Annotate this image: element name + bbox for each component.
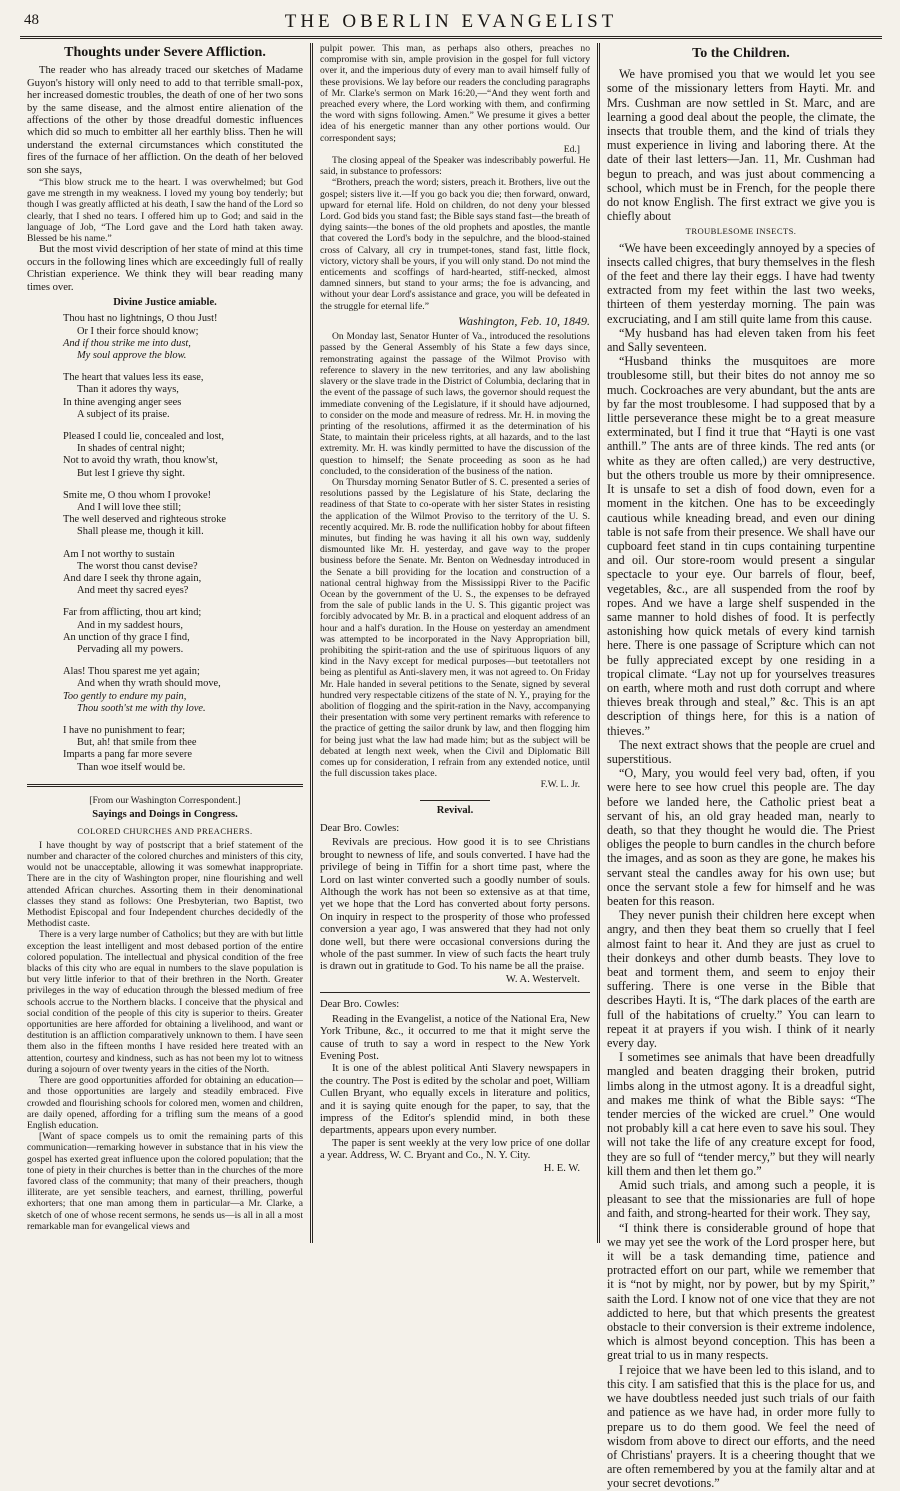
paragraph: There is a very large number of Catholics; but they are with but little exception the least intelligent and most debased portion of the entire colored population. The intellectual and physical condition of the free blacks of this city who are equal in numbers to the slave population is but very little inferior to that of their brethren in the North. Greater privileges in the way of education through the blessed medium of free schools accrue to the Northern blacks. I conceive that the physical and social condition of the people of this city is superior to theirs. Greater opportunities are here afforded for obtaining a livelihood, and want or destitution is an affliction comparatively unknown to them. I have seen them also in the fifteen months I have resided here treated with an attention, courtesy and kindness, such as has not been my lot to witness during a sojourn of over twenty years in the cities of the North. — [27, 929, 303, 1075]
paragraph: “We have been exceedingly annoyed by a species of insects called chigres, that bury themselves in the flesh of the feet and there lay their eggs. I have had twenty extracted from my feet within the last two weeks, thirteen of them yesterday morning. The pain was excruciating, and I am still quite lame from this cause. — [607, 240, 875, 326]
poem-line: Pleased I could lie, concealed and lost, — [63, 430, 224, 442]
poem-line: But lest I grieve thy sight. — [77, 467, 185, 479]
quote-paragraph: “This blow struck me to the heart. I was overwhelmed; but God gave me strength in my weakness. I loved my young boy tenderly; but though I was greatly afflicted at his death, I saw the hand of the Lord so clearly, that I shed no tears. I offered him up to God; and said in the language of Job, “The Lord gave and the Lord hath taken away. Blessed be his name.” — [27, 177, 303, 245]
column-left — [20, 43, 310, 1243]
article-title-children: To the Children. — [692, 46, 790, 61]
paragraph: “My husband has had eleven taken from his feet and Sally seventeen. — [607, 325, 875, 355]
paragraph: Amid such trials, and among such a people, it is pleasant to see that the missionaries are full of hope and faith, and strong-hearted for their work. They say, — [607, 1178, 875, 1221]
column-right — [600, 43, 882, 1491]
columns — [20, 43, 882, 1491]
paragraph: I have thought by way of postscript that a brief statement of the number and character of the colored churches and ministers of this city, would not be unacceptable, allowing it was somewhat inappropriate. There are in the city of Washington proper, nine flourishing and well attended African churches. Assorting them in their denominational classes they stand as follows: One Presbyterian, two Baptist, two Methodist Episcopal and four Independent churches decidedly of the Methodist caste. — [27, 839, 303, 930]
poem-stanza — [63, 490, 303, 539]
divider — [320, 992, 590, 993]
salutation: Dear Bro. Cowles: — [320, 999, 400, 1011]
paragraph: I rejoice that we have been led to this island, and to this city. I am satisfied that this is the place for us, and we have doubtless needed just such trials of our faith and patience as we have had, in order more fully to prepare us to do them good. We feel the need of wisdom from above to direct our efforts, and the need of Christians' prayers. It is a cheering thought that we are often remembered by you at the family altar and at your secret devotions.” — [607, 1362, 875, 1491]
editor-mark: Ed.] — [563, 143, 580, 155]
poem-line: Thou hast no lightnings, O thou Just! — [63, 313, 218, 325]
divider — [27, 784, 303, 787]
paragraph: [Want of space compels us to omit the remaining parts of this communication—remarking however in substance that in his view the gospel has exerted great influence upon the colored population; that the tone of piety in their churches is better than in the churches of the more favored class of the community; that many of their preachers, though illiterate, are yet sensible teachers, and earnest, thrilling, powerful exhorters; that one man among them in particular—a Mr. Clarke, a sketch of one of whose recent sermons, he sends us—is all in all a most remarkable man for evangelical views and — [27, 1131, 303, 1232]
poem-line: The heart that values less its ease, — [63, 372, 204, 384]
poem-line: Not to avoid thy wrath, thou know'st, — [63, 455, 218, 467]
poem-line: Too gently to endure my pain, — [63, 690, 187, 702]
poem-line: Than woe itself would be. — [77, 761, 186, 773]
poem-line: In thine avenging anger sees — [63, 396, 182, 408]
poem-line: Shall please me, though it kill. — [77, 526, 204, 538]
masthead — [20, 6, 882, 39]
poem-line: Am I not worthy to sustain — [63, 548, 175, 560]
poem-line: But, ah! that smile from thee — [77, 737, 197, 749]
poem-line: And I will love thee still; — [77, 501, 182, 513]
dateline: Washington, Feb. 10, 1849. — [458, 313, 590, 328]
section-subtitle: TROUBLESOME INSECTS. — [685, 226, 797, 237]
poem-line: And dare I seek thy throne again, — [63, 572, 202, 584]
paragraph: They never punish their children here except when angry, and then they beat them so cruelly that I feel almost faint to hear it. And they are just as cruel to their donkeys and other dumb beasts. They love to beat and torment them, and seem to enjoy their suffering. There is one verse in the Bible that describes Hayti. It is, “The dark places of the earth are full of the habitations of cruelty.” You can learn to repeat it at prayers if you wish. I think of it nearly every day. — [607, 908, 875, 1051]
paragraph: pulpit power. This man, as perhaps also others, preaches no compromise with sin, ample provision in the gospel for full victory over it, and the imperious duty of every man to avail himself fully of these provisions. We lay before our readers the concluding paragraphs of Mr. Clarke's sermon on Mark 16:20,—“And they went forth and preached every where, the Lord working with them, and confirming the word with signs following. Amen.” We presume it gives a better idea of his energetic manner than any other portions would. Our correspondent says; — [320, 43, 590, 144]
paragraph: The paper is sent weekly at the very low price of one dollar a year. Address, W. C. Bryant and Co., N. Y. City. — [320, 1137, 590, 1162]
poem-stanza — [63, 725, 303, 774]
poem-line: Pervading all my powers. — [77, 643, 184, 655]
poem-line: And if thou strike me into dust, — [63, 337, 191, 349]
signature: H. E. W. — [543, 1162, 580, 1174]
poem-line: And in my saddest hours, — [77, 619, 183, 631]
poem-stanza — [63, 666, 303, 715]
paragraph: “I think there is considerable ground of hope that we may yet see the work of the Lord prosper here, but it will be a task demanding time, patience and protracted effort on our part, while we remember that it is “not by might, nor by power, but by my Spirit,” saith the Lord. I know not of one vice that they are not addicted to here, but that which presents the greatest obstacle to their conversion is their extreme indolence, which is almost beyond conception. This has been a great trial to us in many respects. — [607, 1220, 875, 1363]
poem-line: Than it adores thy ways, — [77, 384, 179, 396]
paragraph: There are good opportunities afforded for obtaining an education—and those opportunities are largely and steadily embraced. Five crowded and flourishing schools for colored men, women and children, are daily opened, affording for a trifling sum the means of a good English education. — [27, 1075, 303, 1131]
poem-line: My soul approve the blow. — [77, 349, 187, 361]
quote-paragraph: “Brothers, preach the word; sisters, preach it. Brothers, live out the gospel; sisters live it.—If you go back you die; then forward, onward, upward for eternal life. Hold on children, do not deny your blessed Lord. God bids you stand fast; the Bible says stand fast—the breath of dying saints—the bones of the old prophets and apostles, the mantle that covered the Lord's body in the sepulchre, and the blood-stained cross of Calvary, all cry in trumpet-tones, stand fast, little flock, victory, victory shall be yours, if you will only stand. Do not mind the enticements and scoffings of hard-hearted, stiff-necked, almost damned sinners, but stand to your arms; the foe is advancing, and without your dear Lord's assistance and grace, you will be defeated in the struggle for eternal life.” — [320, 177, 590, 312]
paragraph: On Monday last, Senator Hunter of Va., introduced the resolutions passed by the General Assembly of his State a few days since, remonstrating against the passage of the Wilmot Proviso with reference to slavery in the new territories, and any law abolishing slavery or the slave trade in the District of Columbia, declaring that in the event of the passage of such laws, the governor should request the immediate convening of the Legislature, if it should have adjourned, to consider on the mode and measure of redress. Mr. H. in moving the printing of the resolutions, affirmed it as the determination of his State, to maintain their priceless rights, at all hazards, and to the last extremity. Mr. H. was kindly permitted to have the discussion of the question to himself; the Senate proceeding as soon as he had concluded, to the consideration of the business of the nation. — [320, 331, 590, 477]
poem-stanza — [63, 431, 303, 480]
article-title-affliction: Thoughts under Severe Affliction. — [64, 45, 266, 60]
poem-line: In shades of central night; — [77, 443, 185, 455]
poem-line: Or I their force should know; — [77, 325, 199, 337]
paragraph: Revivals are precious. How good it is to see Christians brought to newness of life, and souls converted. I have had the privilege of being in Tiffin for a short time past, where the Lord on last winter converted such a goodly number of souls. Although the work has not been so extensive as at that time, yet we hope that the Lord has converted about forty persons. On inquiry in respect to the prosperity of those who professed conversion a year ago, I was answered that they had not only done well, but there were occasional conversions during the whole of the past summer. In view of such facts the heart truly is drawn out in gratitude to God. To his name be all the praise. — [320, 837, 590, 973]
poem-line: A subject of its praise. — [77, 408, 170, 420]
poem-line: An unction of thy grace I find, — [63, 631, 190, 643]
article-title-revival: Revival. — [436, 804, 474, 816]
poem-line: I have no punishment to fear; — [63, 725, 186, 736]
salutation: Dear Bro. Cowles: — [320, 823, 400, 835]
paragraph: It is one of the ablest political Anti Slavery newspapers in the country. The Post is edited by the scholar and poet, William Cullen Bryant, who equally excels in literature and politics, and it is saying quite enough for the paper, to say, that the impress of the Editor's splendid mind, in both these departments, appears upon every number. — [320, 1063, 590, 1137]
poem — [63, 313, 303, 774]
signature: W. A. Westervelt. — [505, 973, 580, 985]
paragraph: “Husband thinks the musquitoes are more troublesome still, but their bites do not annoy me so much. Cockroaches are very abundant, but the ants are by far the most troublesome. I had supposed that by a little perseverance these might be to a great measure exterminated, but I find it true that “Hayti is one vast anthill.” The ants are of three kinds. The red ants (or white as they are often called,) are very destructive, but the others trouble us more by their omnipresence. It is unsafe to set a dish of food down, even for a moment in the kitchen. One has to be exceedingly cautious while kneading bread, and even our dining table is not safe from their presence. We shall have our cupboard feet stand in tin cups containing turpentine and oil. Our store-room would present a singular spectacle to your eye. Our barrels of flour, beef, vegetables, &c., are all suspended from the roof by ropes. And we have a large shelf suspended in the same manner to hold dishes of food. It is perfectly astonishing how quick metals of every kind tarnish here. There is one passage of Scripture which can not be fully appreciated except by one residing in a tropical climate. “Lay not up for yourselves treasures on earth, where moth and rust doth corrupt and where thieves break through and steal,” &c. This is an apt description of things here, for this is a nation of thieves.” — [607, 354, 875, 738]
poem-line: Alas! Thou sparest me yet again; — [63, 666, 200, 678]
poem-line: And when thy wrath should move, — [77, 678, 221, 690]
newspaper-title: THE OBERLIN EVANGELIST — [284, 11, 618, 32]
signature: F.W. L. Jr. — [540, 779, 580, 791]
poem-line: The well deserved and righteous stroke — [63, 514, 227, 526]
paragraph: I sometimes see animals that have been dreadfully mangled and beaten dragging their broken, putrid limbs along in the utmost agony. It is a dreadful sight, and makes me think of what the Bible says: “The tender mercies of the wicked are cruel.” One would not probably kill a cat here even to save his soul. They will not take the life of any creature except for food, they are so full of “tender mercy,” but they will nearly kill them and then let them go.” — [607, 1050, 875, 1178]
ornament-rule — [420, 800, 490, 801]
paragraph: The closing appeal of the Speaker was indescribably powerful. He said, in substance to professors: — [320, 155, 590, 178]
poem-line: Smite me, O thou whom I provoke! — [63, 489, 212, 501]
paragraph: But the most vivid description of her state of mind at this time occurs in the following lines which are exceedingly full of really Christian experience. We think they will bear reading many times over. — [27, 244, 303, 293]
poem-title: Divine Justice amiable. — [113, 296, 217, 308]
article-subtitle: COLORED CHURCHES AND PREACHERS. — [77, 826, 253, 837]
poem-line: The worst thou canst devise? — [77, 560, 198, 572]
article-title-congress: Sayings and Doings in Congress. — [92, 809, 238, 821]
page-number: 48 — [24, 12, 39, 28]
paragraph: Reading in the Evangelist, a notice of the National Era, New York Tribune, &c., it occurred to me that it might serve the cause of truth to say a word in respect to the New York Evening Post. — [320, 1013, 590, 1062]
poem-stanza — [63, 607, 303, 656]
correspondent-note: [From our Washington Correspondent.] — [89, 794, 241, 806]
paragraph: “O, Mary, you would feel very bad, often, if you were here to see how cruel this people are. The day before we landed here, the Catholic priest beat a servant of his, an old gray headed man, nearly to death, so that they thought he would die. The Priest obliges the people to burn candles in the church before the images, and as soon as they are gone, he makes his servant steal the candles away for his own use; but once the servant stole a few for himself and he was beaten for this reason. — [607, 766, 875, 908]
poem-line: Far from afflicting, thou art kind; — [63, 607, 202, 619]
poem-line: And meet thy sacred eyes? — [77, 585, 189, 597]
paragraph: We have promised you that we would let you see some of the missionary letters from Hayti. Mr. and Mrs. Cushman are now settled in St. Marc, and are learning a good deal about the people, the climate, the insects that trouble them, and the kind of trials they must experience in living and laboring there. At the date of their last letters—Jan. 11, Mr. Cushman had begun to preach, and was just about commencing a school, which must be in French, for the people there do not know English. The first extract we give you is chiefly about — [607, 67, 875, 224]
poem-line: Thou sooth'st me with thy love. — [77, 702, 206, 714]
paragraph: The reader who has already traced our sketches of Madame Guyon's history will only need to add to that terrible small-pox, her increased domestic troubles, the death of one of her two sons by the same disease, and the almost entire alienation of the affections of the other by those dreadful domestic influences which did so much to embitter all her earthly bliss. Then he will understand the external circumstances which constituted the fires of the furnace of her affliction. On the death of her beloved son she says, — [27, 65, 303, 176]
paragraph: On Thursday morning Senator Butler of S. C. presented a series of resolutions passed by the Legislature of his State, declaring the readiness of that State to co-operate with her sister States in resisting the application of the Wilmot Proviso to the territory of the U. S. recently acquired. Mr. B. rode the nullification hobby for about fifteen minutes, but finding he was having it all his own way, suddenly dismounted like Mr. H. yesterday, and gave way to the proper business before the Senate. Mr. Benton on Wednesday introduced in the Senate a bill providing for the location and construction of a national central highway from the Mississippi River to the Pacific Ocean by the government of the U. S., the expenses to be defrayed from the sale of public lands in the U. S. This gigantic project was forcibly advocated by Mr. B. in a practical and eloquent address of an hour and a half's duration. In the House on yesterday an amendment was attempted to be incorporated in the Navy Appropriation bill, prohibiting the spirit-ration and the use of spirituous liquors of any kind in the Navy except for medical purposes—but teetotallers not being as plentiful as Anti-slavery men, it was not agreed to. On Friday Mr. Hale handed in several petitions to the Senate, signed by several hundred very respectable citizens of the state of N. Y., praying for the abolition of flogging and the spirit-ration in the Navy, accompanying their presentation with some very pertinent remarks with reference to the practice of getting the sailor drunk by law, and then flogging him for being just what the law had made him; but as the subject will be debated at length next week, when the Civil and Diplomatic Bill comes up for consideration, I refrain from any extended notice, until the full discussion takes place. — [320, 476, 590, 780]
poem-line: Imparts a pang far more severe — [63, 749, 192, 761]
poem-stanza — [63, 549, 303, 598]
column-middle — [310, 43, 600, 1243]
poem-stanza — [63, 313, 303, 362]
paragraph: The next extract shows that the people are cruel and superstitious. — [607, 737, 875, 766]
poem-stanza — [63, 372, 303, 421]
